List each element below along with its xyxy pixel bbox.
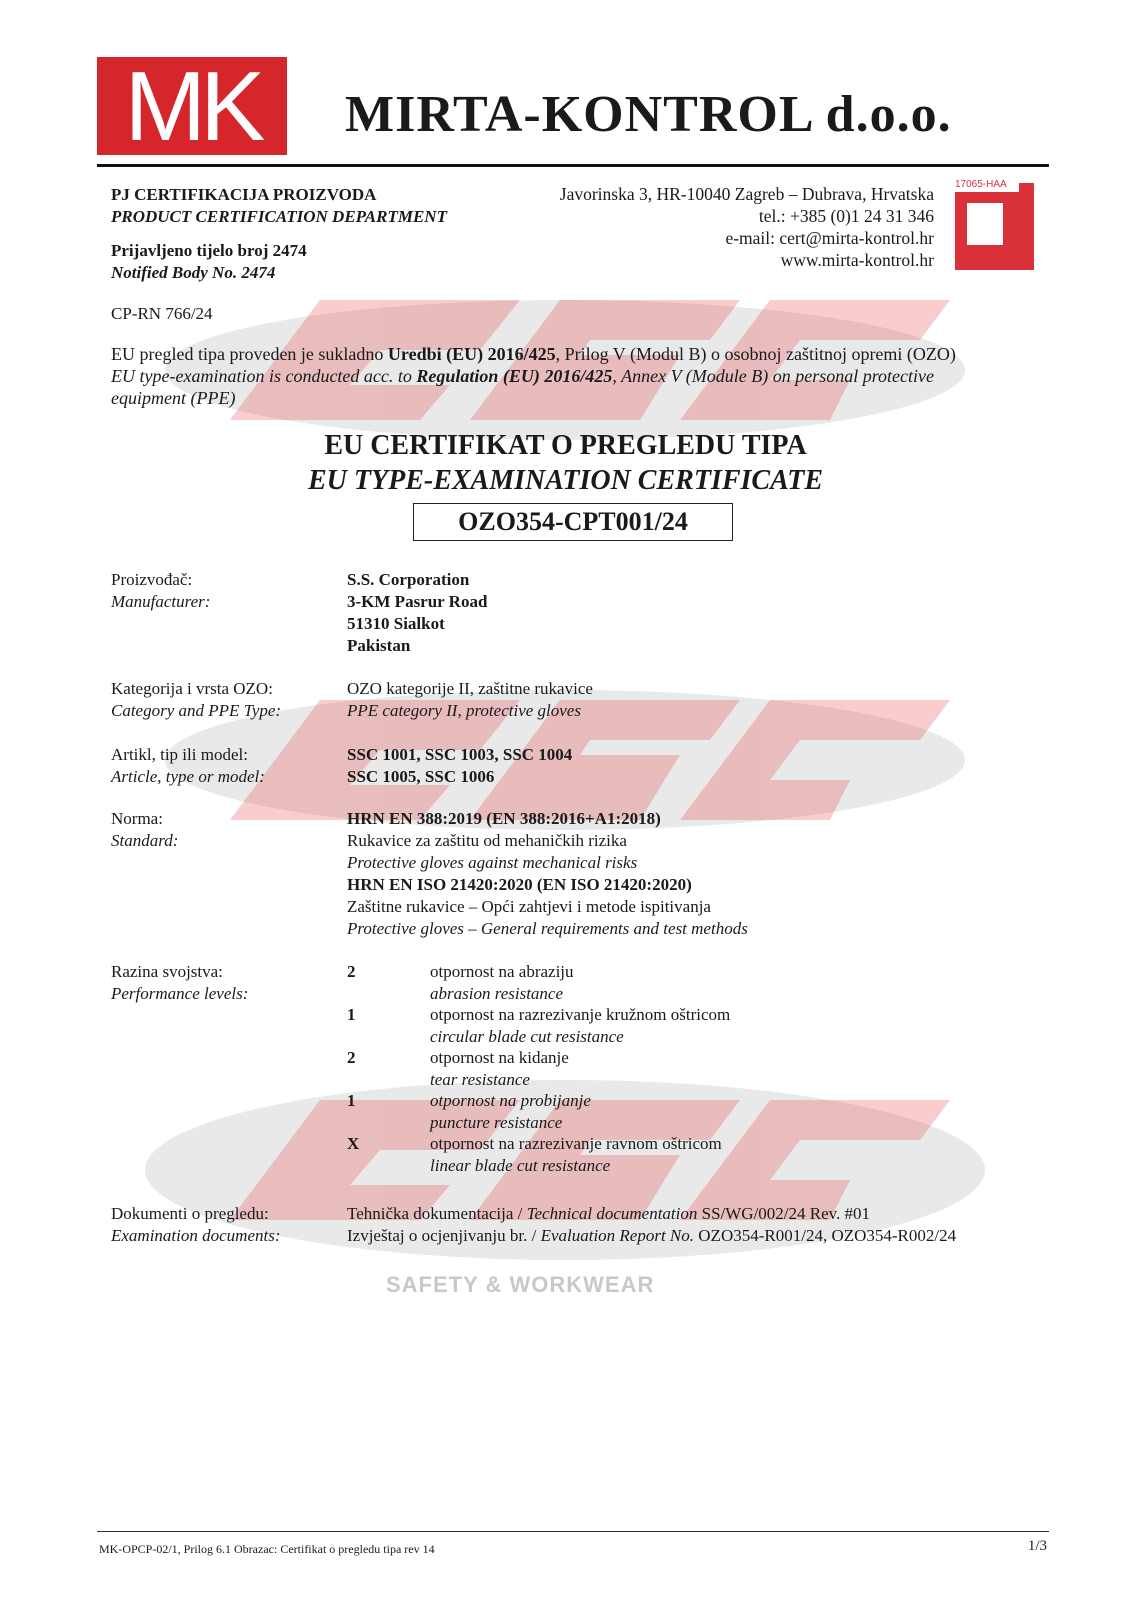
intro-hr (111, 343, 1031, 365)
intro-en-text: EU type-examination is conducted acc. to (111, 366, 417, 386)
performance-item (430, 1090, 591, 1134)
watermark-text: SAFETY & WORKWEAR (386, 1272, 655, 1297)
intro-block (111, 343, 1031, 409)
manufacturer-name: S.S. Corporation (347, 570, 470, 589)
performance-item-en: circular blade cut resistance (430, 1027, 624, 1046)
intro-en-cont: equipment (PPE) (111, 388, 236, 408)
address: Javorinska 3, HR-10040 Zagreb – Dubrava, Hrvatska (559, 184, 934, 204)
certificate-title-en: EU TYPE-EXAMINATION CERTIFICATE (307, 465, 823, 496)
certificate-title-hr: EU CERTIFIKAT O PREGLEDU TIPA (324, 430, 807, 461)
performance-item-en: abrasion resistance (430, 984, 564, 1003)
performance-item-en: puncture resistance (430, 1113, 563, 1132)
manufacturer-label-hr: Proizvođač: (111, 570, 193, 589)
documents-report (347, 1225, 1067, 1247)
intro-en-regulation: Regulation (EU) 2016/425 (416, 366, 613, 386)
documents-value (347, 1203, 1067, 1247)
documents-technical-en: Technical documentation (526, 1204, 698, 1223)
performance-label-en: Performance levels: (111, 984, 249, 1003)
performance-item-hr: otpornost na abraziju (430, 962, 574, 981)
intro-hr-annex: , Prilog V (Modul B) o osobnoj zaštitnoj opremi (OZO) (555, 344, 956, 364)
watermark-letter-g2 (680, 700, 950, 820)
intro-en-annex: , Annex V (Module B) on personal protective (612, 366, 935, 386)
certificate-number: OZO354-CPT001/24 (413, 503, 733, 541)
category-label-en: Category and PPE Type: (111, 701, 282, 720)
category-label-hr: Kategorija i vrsta OZO: (111, 679, 273, 698)
department-block (111, 184, 447, 228)
performance-level: 2 (347, 1048, 356, 1067)
performance-label-hr: Razina svojstva: (111, 962, 223, 981)
documents-label-en: Examination documents: (111, 1226, 281, 1245)
standard-1: HRN EN 388:2019 (EN 388:2016+A1:2018) (347, 809, 661, 828)
manufacturer-country: Pakistan (347, 636, 411, 655)
standard-2: HRN EN ISO 21420:2020 (EN ISO 21420:2020) (347, 875, 692, 894)
header-divider (97, 164, 1049, 167)
standard-value (347, 808, 748, 940)
performance-level: 1 (347, 1005, 356, 1024)
contact-block (560, 183, 934, 271)
company-logo: MK (97, 57, 287, 155)
documents-label (111, 1203, 281, 1247)
footer-divider (97, 1531, 1049, 1532)
performance-item-hr: otpornost na razrezivanje kružnom oštricom (430, 1005, 731, 1024)
manufacturer-value (347, 569, 487, 657)
documents-technical-hr: Tehnička dokumentacija / (347, 1204, 527, 1223)
performance-level: X (347, 1134, 360, 1153)
website: www.mirta-kontrol.hr (780, 250, 934, 270)
reference-number: CP-RN 766/24 (111, 304, 213, 323)
documents-report-hr: Izvještaj o ocjenjivanju br. / (347, 1226, 541, 1245)
manufacturer-city: 51310 Sialkot (347, 614, 445, 633)
intro-hr-text: EU pregled tipa proveden je sukladno (111, 344, 388, 364)
performance-label (111, 961, 248, 1005)
standard-2-hr: Zaštitne rukavice – Opći zahtjevi i metode ispitivanja (347, 897, 711, 916)
accreditation-mark-inner (967, 203, 1003, 245)
performance-item (430, 961, 574, 1005)
phone: tel.: +385 (0)1 24 31 346 (758, 206, 934, 226)
notified-body-hr: Prijavljeno tijelo broj 2474 (111, 241, 307, 260)
manufacturer-label-en: Manufacturer: (111, 592, 211, 611)
documents-technical (347, 1203, 1067, 1225)
documents-label-hr: Dokumenti o pregledu: (111, 1204, 269, 1223)
standard-1-hr: Rukavice za zaštitu od mehaničkih rizika (347, 831, 627, 850)
intro-hr-regulation: Uredbi (EU) 2016/425 (387, 344, 556, 364)
performance-level: 1 (347, 1091, 356, 1110)
article-label-en: Article, type or model: (111, 767, 265, 786)
accreditation-code: 17065-HAA (955, 178, 1019, 192)
documents-report-en: Evaluation Report No. (540, 1226, 695, 1245)
company-name: MIRTA-KONTROL d.o.o. (345, 86, 952, 143)
performance-item (430, 1004, 730, 1048)
article-label (111, 744, 265, 788)
category-value (347, 678, 593, 722)
intro-en (111, 365, 1031, 387)
category-label (111, 678, 281, 722)
performance-item-hr: otpornost na probijanje (430, 1091, 591, 1110)
performance-level: 2 (347, 962, 356, 981)
category-hr: OZO kategorije II, zaštitne rukavice (347, 679, 593, 698)
notified-body-block (111, 240, 307, 284)
standard-label-hr: Norma: (111, 809, 163, 828)
standard-1-en: Protective gloves against mechanical risks (347, 853, 638, 872)
footer-form: MK-OPCP-02/1, Prilog 6.1 Obrazac: Certifikat o pregledu tipa rev 14 (99, 1542, 435, 1556)
page-number: 1/3 (1027, 1538, 1047, 1554)
email: e-mail: cert@mirta-kontrol.hr (725, 228, 934, 248)
article-label-hr: Artikl, tip ili model: (111, 745, 248, 764)
standard-2-en: Protective gloves – General requirements and test methods (347, 919, 748, 938)
manufacturer-label (111, 569, 210, 613)
performance-item-en: linear blade cut resistance (430, 1156, 611, 1175)
notified-body-en: Notified Body No. 2474 (111, 263, 276, 282)
article-value (347, 744, 572, 788)
performance-item-hr: otpornost na kidanje (430, 1048, 569, 1067)
standard-label-en: Standard: (111, 831, 179, 850)
department-hr: PJ CERTIFIKACIJA PROIZVODA (111, 185, 377, 204)
category-en: PPE category II, protective gloves (347, 701, 581, 720)
documents-report-ref: OZO354-R001/24, OZO354-R002/24 (694, 1226, 957, 1245)
performance-item-hr: otpornost na razrezivanje ravnom oštricom (430, 1134, 722, 1153)
documents-technical-ref: SS/WG/002/24 Rev. #01 (697, 1204, 871, 1223)
performance-item (430, 1047, 569, 1091)
article-models-2: SSC 1005, SSC 1006 (347, 767, 495, 786)
manufacturer-street: 3-KM Pasrur Road (347, 592, 488, 611)
accreditation-number: 3247 (1019, 220, 1029, 241)
performance-item (430, 1133, 722, 1177)
performance-item-en: tear resistance (430, 1070, 530, 1089)
department-en: PRODUCT CERTIFICATION DEPARTMENT (111, 207, 447, 226)
article-models-1: SSC 1001, SSC 1003, SSC 1004 (347, 745, 573, 764)
standard-label (111, 808, 178, 852)
